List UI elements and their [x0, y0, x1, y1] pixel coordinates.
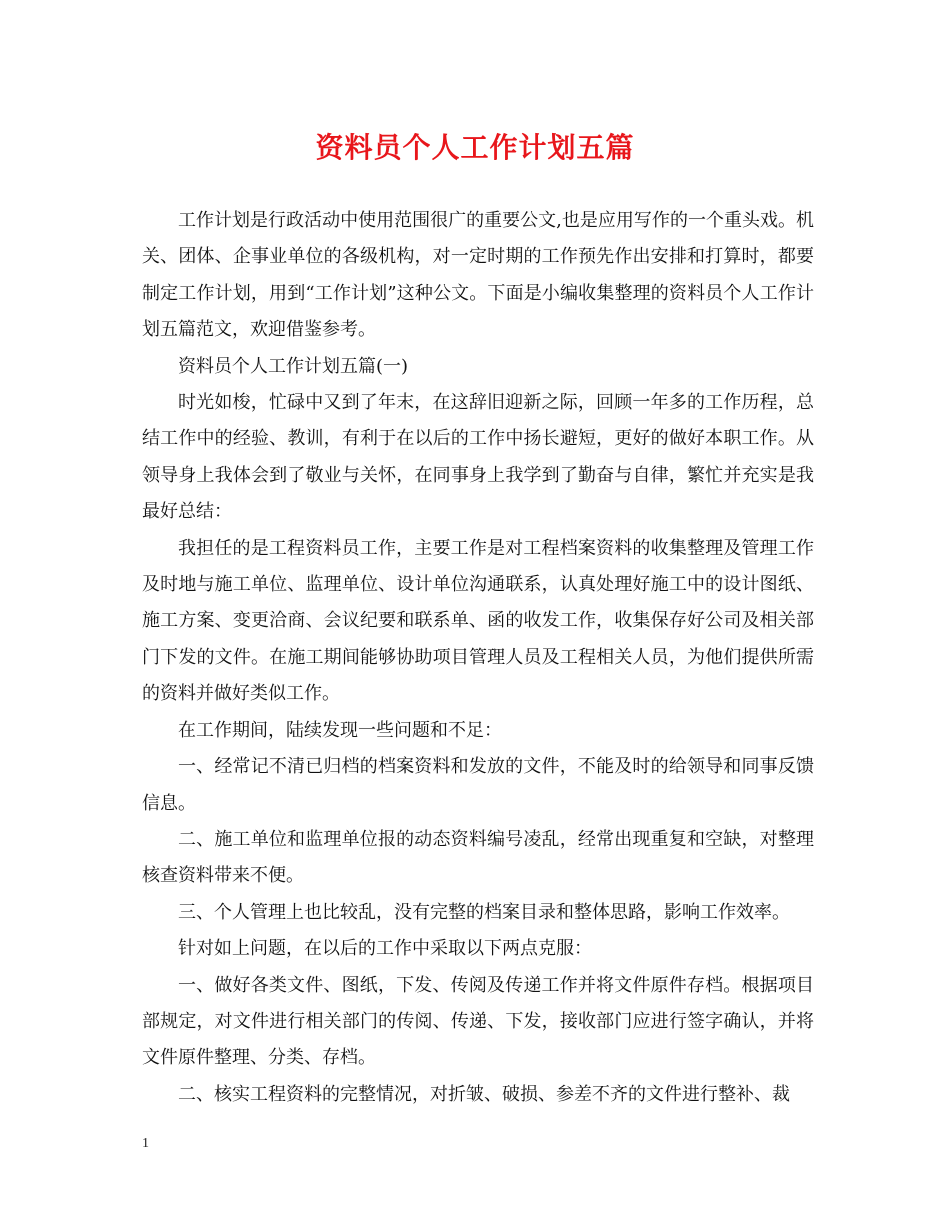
paragraph-problem-3: 三、个人管理上也比较乱，没有完整的档案目录和整体思路，影响工作效率。: [178, 901, 790, 923]
paragraph-review: 时光如梭，忙碌中又到了年末，在这辞旧迎新之际，回顾一年多的工作历程，总结工作中的经验、教训，有利于在以后的工作中扬长避短，更好的做好本职工作。从领导身上我体会到了敬业与关怀，在同事身上我学到了勤奋与自律，繁忙并充实是我最好总结：: [142, 392, 814, 523]
paragraph-solutions-intro: 针对如上问题，在以后的工作中采取以下两点克服：: [178, 938, 592, 960]
page-number: 1: [142, 1136, 149, 1151]
paragraph-problem-1: 一、经常记不清已归档的档案资料和发放的文件，不能及时的给领导和同事反馈信息。: [142, 756, 814, 814]
paragraph-solution-2: 二、核实工程资料的完整情况，对折皱、破损、参差不齐的文件进行整补、裁: [178, 1083, 790, 1105]
paragraph-solution-1: 一、做好各类文件、图纸，下发、传阅及传递工作并将文件原件存档。根据项目部规定，对文件进行相关部门的传阅、传递、下发，接收部门应进行签字确认，并将文件原件整理、分类、存档。: [142, 974, 814, 1069]
paragraph-duties: 我担任的是工程资料员工作，主要工作是对工程档案资料的收集整理及管理工作及时地与施工单位、监理单位、设计单位沟通联系，认真处理好施工中的设计图纸、施工方案、变更洽商、会议纪要和联系单、函的收发工作，收集保存好公司及相关部门下发的文件。在施工期间能够协助项目管理人员及工程相关人员，为他们提供所需的资料并做好类似工作。: [142, 537, 814, 705]
paragraph-problem-2: 二、施工单位和监理单位报的动态资料编号凌乱，经常出现重复和空缺，对整理核查资料带来不便。: [142, 828, 814, 887]
document-title: 资料员个人工作计划五篇: [315, 131, 635, 164]
paragraph-problems-intro: 在工作期间，陆续发现一些问题和不足：: [178, 719, 502, 741]
paragraph-intro: 工作计划是行政活动中使用范围很广的重要公文,也是应用写作的一个重头戏。机关、团体、企事业单位的各级机构，对一定时期的工作预先作出安排和打算时，都要制定工作计划，用到“工作计划”这种公文。下面是小编收集整理的资料员个人工作计划五篇范文，欢迎借鉴参考。: [142, 210, 814, 341]
section-heading: 资料员个人工作计划五篇(一): [178, 355, 409, 377]
document-body: [142, 203, 814, 1113]
